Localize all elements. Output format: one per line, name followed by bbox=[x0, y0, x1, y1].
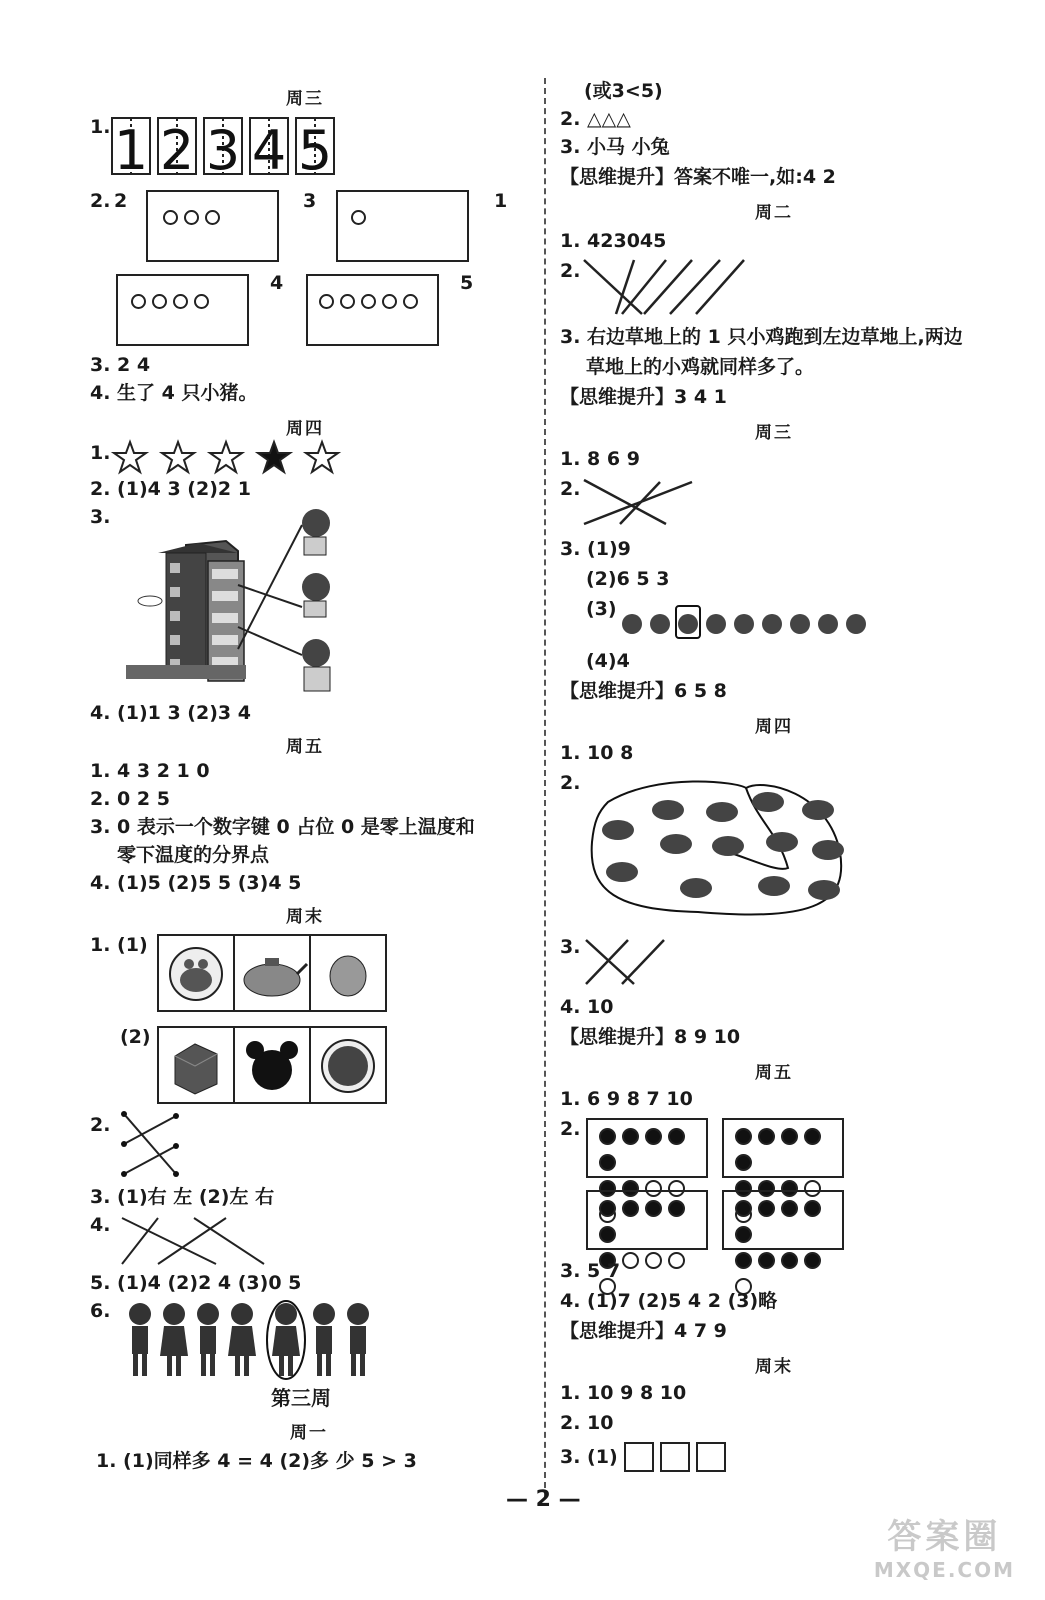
dot-frame-c bbox=[586, 1190, 708, 1250]
circle-box-4 bbox=[116, 274, 249, 346]
q2-num-e: 5 bbox=[460, 272, 474, 294]
q2-num-c: 1 bbox=[494, 190, 508, 212]
wed-q3-3: (3) bbox=[586, 598, 617, 620]
thu-r-q3-matching-lines bbox=[582, 934, 672, 990]
r-q3-answer: 3. 小马 小兔 bbox=[560, 136, 670, 158]
circle-box-1 bbox=[336, 190, 469, 262]
fri-q3-answer-line1: 3. 0 表示一个数字键 0 占位 0 是零上温度和 bbox=[90, 816, 475, 838]
wed-q1-answer: 1. 8 6 9 bbox=[560, 448, 640, 470]
thu-q3-label: 3. bbox=[90, 506, 111, 528]
wed-thinking: 【思维提升】6 5 8 bbox=[560, 680, 727, 702]
thu-r-thinking: 【思维提升】8 9 10 bbox=[560, 1026, 741, 1048]
wkd-r-q1-answer: 1. 10 9 8 10 bbox=[560, 1382, 687, 1404]
wkd-q4-label: 4. bbox=[90, 1214, 111, 1236]
fri-q1-answer: 1. 4 3 2 1 0 bbox=[90, 760, 210, 782]
digit-5: 5 bbox=[297, 119, 333, 182]
dot-frame-a bbox=[586, 1118, 708, 1178]
fri-r-q2-label: 2. bbox=[560, 1118, 581, 1140]
thu-r-q2-label: 2. bbox=[560, 772, 581, 794]
q3-answer: 3. 2 4 bbox=[90, 354, 151, 376]
answer-square-2 bbox=[660, 1442, 690, 1472]
wkd-q4-matching-lines bbox=[118, 1212, 278, 1272]
wed-q2-label: 2. bbox=[560, 478, 581, 500]
wed-q3-2: (2)6 5 3 bbox=[586, 568, 670, 590]
tue-q2-matching-lines bbox=[580, 254, 750, 320]
picture-row-2 bbox=[157, 1026, 387, 1106]
mon-q1-answer: 1. (1)同样多 4 = 4 (2)多 少 5 > 3 bbox=[96, 1450, 417, 1472]
tracing-digits bbox=[110, 114, 340, 182]
tue-q3-answer-line2: 草地上的小鸡就同样多了。 bbox=[586, 356, 815, 378]
fri-r-q4-answer: 4. (1)7 (2)5 4 2 (3)略 bbox=[560, 1290, 778, 1312]
q4-answer: 4. 生了 4 只小猪。 bbox=[90, 382, 258, 404]
thu-q1-label: 1. bbox=[90, 442, 111, 464]
tue-q2-label: 2. bbox=[560, 260, 581, 282]
q2-num-a: 2 bbox=[114, 190, 128, 212]
dot-frame-d bbox=[722, 1190, 844, 1250]
r-q2-answer: 2. △△△ bbox=[560, 108, 631, 130]
column-divider bbox=[544, 78, 546, 1498]
section-heading-weekend-r: 周末 bbox=[755, 1357, 793, 1377]
section-heading-fri: 周五 bbox=[286, 737, 324, 757]
page-number: — 2 — bbox=[506, 1487, 581, 1512]
top-note: (或3<5) bbox=[584, 80, 663, 102]
thu-r-q1-answer: 1. 10 8 bbox=[560, 742, 634, 764]
fri-r-q3-answer: 3. 5 7 bbox=[560, 1260, 621, 1282]
section-heading-tue: 周二 bbox=[755, 203, 793, 223]
tue-thinking: 【思维提升】3 4 1 bbox=[560, 386, 727, 408]
dot-frame-b bbox=[722, 1118, 844, 1178]
q2-num-b: 3 bbox=[303, 190, 317, 212]
digit-1: 1 bbox=[113, 119, 149, 182]
fri-q4-answer: 4. (1)5 (2)5 5 (3)4 5 bbox=[90, 872, 302, 894]
section-heading-wed-r: 周三 bbox=[755, 423, 793, 443]
squirrels-row bbox=[620, 604, 874, 640]
fri-q3-answer-line2: 零下温度的分界点 bbox=[117, 844, 270, 866]
fri-r-thinking: 【思维提升】4 7 9 bbox=[560, 1320, 727, 1342]
r-thinking-1: 【思维提升】答案不唯一,如:4 2 bbox=[560, 166, 836, 188]
section-heading-wed: 周三 bbox=[286, 89, 324, 109]
thu-r-q3-label: 3. bbox=[560, 936, 581, 958]
children-row bbox=[120, 1300, 376, 1382]
wkd-q1-label: 1. (1) bbox=[90, 934, 148, 956]
section-heading-thu: 周四 bbox=[286, 419, 324, 439]
fri-q2-answer: 2. 0 2 5 bbox=[90, 788, 170, 810]
thu-r-q4-answer: 4. 10 bbox=[560, 996, 614, 1018]
watermark-logo: 答案圈 MXQE.COM bbox=[873, 1517, 1015, 1582]
week-3-title: 第三周 bbox=[271, 1386, 331, 1410]
wkd-q2-label: 2. bbox=[90, 1114, 111, 1136]
building-matching-figure bbox=[126, 505, 346, 693]
tue-q3-answer-line1: 3. 右边草地上的 1 只小鸡跑到左边草地上,两边 bbox=[560, 326, 963, 348]
wkd-q3-answer: 3. (1)右 左 (2)左 右 bbox=[90, 1186, 275, 1208]
circle-box-5 bbox=[306, 274, 439, 346]
answer-square-1 bbox=[624, 1442, 654, 1472]
wkd-r-q2-answer: 2. 10 bbox=[560, 1412, 614, 1434]
wkd-q6-label: 6. bbox=[90, 1300, 111, 1322]
wkd-q2-matching-lines bbox=[118, 1110, 188, 1182]
digit-4: 4 bbox=[251, 119, 287, 182]
thu-q2-answer: 2. (1)4 3 (2)2 1 bbox=[90, 478, 251, 500]
q1-label: 1. bbox=[90, 116, 111, 138]
fri-r-q1-answer: 1. 6 9 8 7 10 bbox=[560, 1088, 693, 1110]
section-heading-mon: 周一 bbox=[290, 1423, 328, 1443]
q2-num-d: 4 bbox=[270, 272, 284, 294]
wed-q3-1: 3. (1)9 bbox=[560, 538, 631, 560]
stars-row bbox=[112, 440, 342, 476]
digit-2: 2 bbox=[159, 119, 195, 182]
answer-square-3 bbox=[696, 1442, 726, 1472]
wkd-q5-answer: 5. (1)4 (2)2 4 (3)0 5 bbox=[90, 1272, 302, 1294]
wed-q2-matching-lines bbox=[580, 474, 700, 532]
q2-label: 2. bbox=[90, 190, 111, 212]
section-heading-thu-r: 周四 bbox=[755, 717, 793, 737]
wkd-r-q3-label: 3. (1) bbox=[560, 1446, 618, 1468]
thu-q4-answer: 4. (1)1 3 (2)3 4 bbox=[90, 702, 251, 724]
picture-row-1 bbox=[157, 934, 387, 1014]
circle-box-3 bbox=[146, 190, 279, 262]
tue-q1-answer: 1. 423045 bbox=[560, 230, 667, 252]
digit-3: 3 bbox=[205, 119, 241, 182]
butterflies-figure bbox=[578, 772, 848, 922]
section-heading-fri-r: 周五 bbox=[755, 1063, 793, 1083]
wkd-q1b-label: (2) bbox=[120, 1026, 151, 1048]
section-heading-weekend: 周末 bbox=[286, 907, 324, 927]
wed-q3-4: (4)4 bbox=[586, 650, 630, 672]
